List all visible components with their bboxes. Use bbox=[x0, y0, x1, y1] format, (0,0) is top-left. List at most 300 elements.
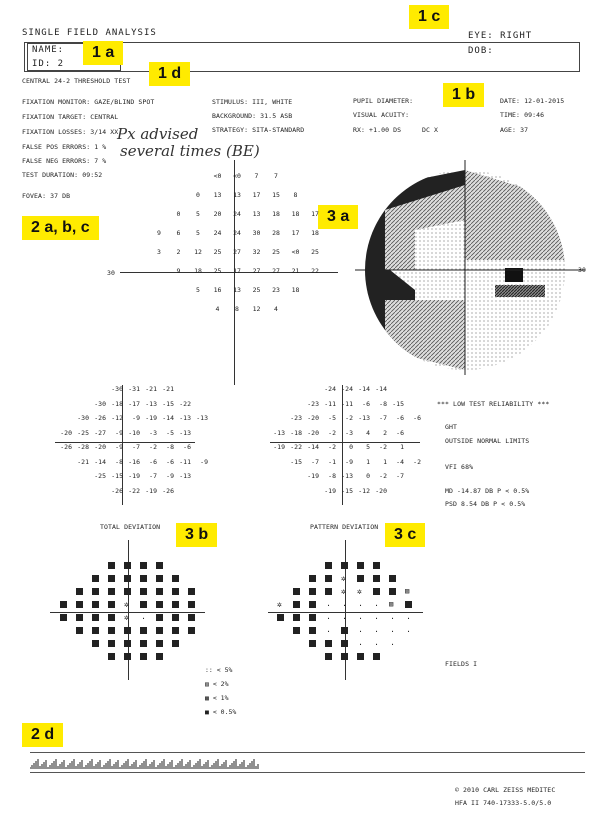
pattern-deviation-value: -6 bbox=[396, 428, 404, 437]
total-probability-symbol bbox=[92, 640, 99, 647]
handwritten-note-line2: several times (BE) bbox=[120, 142, 260, 160]
pattern-deviation-value: -2 bbox=[379, 443, 387, 451]
threshold-value: 4 bbox=[274, 305, 278, 313]
threshold-value: 17 bbox=[311, 210, 319, 218]
pattern-deviation-value: -6 bbox=[362, 399, 370, 408]
pattern-probability-symbol: · bbox=[374, 614, 379, 623]
total-deviation-value: -13 bbox=[145, 399, 157, 408]
md: MD -14.87 DB P < 0.5% bbox=[445, 487, 530, 495]
total-deviation-value: -19 bbox=[145, 414, 157, 422]
total-deviation-value: -26 bbox=[162, 486, 174, 495]
total-probability-symbol bbox=[188, 614, 195, 621]
threshold-value: 18 bbox=[311, 229, 319, 237]
device-model: HFA II 740-17333-5.0/5.0 bbox=[455, 799, 552, 807]
total-probability-symbol bbox=[140, 627, 147, 634]
pattern-deviation-value: -3 bbox=[345, 428, 353, 437]
label-3c: 3 c bbox=[385, 523, 425, 547]
label-3b: 3 b bbox=[176, 523, 217, 547]
reliability-warning: *** LOW TEST RELIABILITY *** bbox=[437, 400, 550, 408]
pattern-probability-symbol bbox=[341, 640, 348, 647]
pattern-deviation-value: -7 bbox=[396, 472, 404, 480]
total-deviation-value: -13 bbox=[196, 414, 208, 422]
total-deviation-value: -15 bbox=[111, 472, 123, 480]
label-1c: 1 c bbox=[409, 5, 449, 29]
pattern-deviation-value: 0 bbox=[366, 472, 370, 480]
total-deviation-caption: TOTAL DEVIATION bbox=[100, 523, 161, 531]
threshold-value: 24 bbox=[233, 229, 241, 237]
threshold-value: 24 bbox=[213, 229, 222, 237]
total-deviation-value: -21 bbox=[145, 385, 157, 393]
fovea: FOVEA: 37 DB bbox=[22, 192, 71, 200]
threshold-value: 16 bbox=[213, 286, 222, 294]
pattern-probability-symbol: · bbox=[326, 627, 331, 636]
total-probability-symbol bbox=[92, 575, 99, 582]
threshold-value: 12 bbox=[252, 305, 261, 313]
total-deviation-value: -7 bbox=[149, 472, 157, 480]
threshold-value: 21 bbox=[291, 267, 300, 275]
total-deviation-value: -8 bbox=[166, 443, 174, 451]
total-probability-symbol bbox=[124, 588, 131, 595]
pattern-deviation-value: -7 bbox=[311, 457, 319, 466]
total-deviation-value: -21 bbox=[77, 457, 89, 466]
total-probability-symbol bbox=[124, 640, 131, 647]
pattern-deviation-value: -5 bbox=[328, 414, 336, 422]
gaze-top-line bbox=[30, 752, 585, 753]
pattern-deviation-value: -20 bbox=[307, 428, 319, 437]
name-label: NAME: bbox=[32, 45, 65, 55]
strategy: STRATEGY: SITA-STANDARD bbox=[212, 126, 305, 134]
copyright: © 2010 CARL ZEISS MEDITEC bbox=[455, 786, 556, 794]
pattern-deviation-value: 4 bbox=[366, 428, 370, 437]
pattern-probability-symbol: · bbox=[358, 601, 363, 610]
pattern-probability-symbol bbox=[325, 640, 332, 647]
total-probability-symbol bbox=[108, 640, 115, 647]
pattern-probability-symbol: · bbox=[358, 640, 363, 649]
pattern-probability-symbol: · bbox=[390, 627, 395, 636]
pattern-probability-symbol bbox=[389, 588, 396, 595]
total-deviation-value: -19 bbox=[128, 472, 140, 480]
total-deviation-value: -12 bbox=[111, 414, 123, 422]
total-probability-symbol bbox=[108, 575, 115, 582]
total-deviation-value: -19 bbox=[145, 486, 157, 495]
total-deviation-value: -5 bbox=[166, 428, 174, 437]
total-deviation-value: -9 bbox=[200, 457, 208, 466]
total-deviation-value: -14 bbox=[94, 457, 106, 466]
test-name: CENTRAL 24-2 THRESHOLD TEST bbox=[22, 77, 131, 85]
threshold-value: 13 bbox=[233, 286, 241, 294]
pattern-probability-symbol bbox=[357, 562, 364, 569]
total-deviation-value: -16 bbox=[128, 457, 140, 466]
pattern-probability-symbol: · bbox=[390, 640, 395, 649]
threshold-value: 25 bbox=[272, 248, 280, 256]
pattern-deviation-value: -20 bbox=[375, 486, 387, 495]
pattern-deviation-value: 1 bbox=[383, 457, 387, 466]
threshold-value: 17 bbox=[291, 229, 300, 237]
label-2abc: 2 a, b, c bbox=[22, 216, 99, 240]
fixation-losses: FIXATION LOSSES: 3/14 XX bbox=[22, 128, 119, 136]
pattern-deviation-value: -7 bbox=[379, 414, 387, 422]
threshold-value: 23 bbox=[272, 286, 280, 294]
total-probability-symbol bbox=[124, 653, 131, 660]
pattern-probability-symbol: · bbox=[406, 627, 411, 636]
pattern-prob-haxis bbox=[268, 612, 423, 613]
pattern-deviation-value: -11 bbox=[324, 399, 336, 408]
total-probability-symbol bbox=[156, 575, 163, 582]
threshold-value: 7 bbox=[274, 172, 278, 180]
threshold-value: 17 bbox=[252, 191, 261, 199]
pattern-probability-symbol bbox=[309, 575, 316, 582]
threshold-value: 22 bbox=[311, 267, 319, 275]
threshold-value: 18 bbox=[291, 210, 300, 218]
pattern-probability-symbol bbox=[309, 614, 316, 621]
pattern-deviation-value: 5 bbox=[366, 443, 370, 451]
pattern-probability-symbol bbox=[309, 640, 316, 647]
total-probability-symbol bbox=[60, 614, 67, 621]
total-deviation-value: -9 bbox=[166, 472, 174, 480]
total-probability-symbol bbox=[188, 588, 195, 595]
pattern-deviation-value: 1 bbox=[400, 443, 404, 451]
pattern-probability-symbol: ✲ bbox=[277, 600, 282, 609]
threshold-value: 25 bbox=[213, 248, 222, 256]
pattern-probability-symbol bbox=[309, 588, 316, 595]
total-deviation-value: -25 bbox=[94, 472, 106, 480]
pattern-probability-symbol bbox=[357, 653, 364, 660]
total-probability-symbol bbox=[156, 601, 163, 608]
axis-label-left: 30 bbox=[107, 269, 116, 277]
total-probability-symbol bbox=[92, 614, 99, 621]
total-probability-symbol bbox=[140, 588, 147, 595]
pattern-deviation-value: -24 bbox=[324, 385, 336, 393]
total-deviation-value: -17 bbox=[128, 399, 140, 408]
threshold-value: 32 bbox=[252, 248, 261, 256]
total-deviation-value: -6 bbox=[149, 457, 157, 466]
total-probability-symbol bbox=[92, 588, 99, 595]
total-probability-symbol bbox=[76, 588, 83, 595]
report-title: SINGLE FIELD ANALYSIS bbox=[22, 28, 157, 38]
pattern-probability-symbol: · bbox=[406, 614, 411, 623]
total-deviation-value: -26 bbox=[111, 486, 123, 495]
pattern-deviation-value: -2 bbox=[328, 443, 336, 451]
label-1a: 1 a bbox=[83, 41, 123, 65]
false-pos: FALSE POS ERRORS: 1 % bbox=[22, 143, 107, 151]
background: BACKGROUND: 31.5 ASB bbox=[212, 112, 293, 120]
pattern-deviation-value: -19 bbox=[307, 472, 319, 480]
psd: PSD 8.54 DB P < 0.5% bbox=[445, 500, 526, 508]
pattern-deviation-value: -8 bbox=[379, 399, 387, 408]
pattern-probability-symbol bbox=[341, 627, 348, 634]
total-deviation-value: -20 bbox=[60, 428, 72, 437]
total-probability-symbol bbox=[172, 614, 179, 621]
total-probability-symbol bbox=[76, 614, 83, 621]
pattern-probability-symbol: · bbox=[358, 614, 363, 623]
pattern-deviation-value: -4 bbox=[396, 457, 404, 466]
pattern-probability-symbol bbox=[325, 575, 332, 582]
pattern-probability-symbol bbox=[293, 614, 300, 621]
pattern-deviation-value: -14 bbox=[375, 385, 387, 393]
threshold-value: 13 bbox=[252, 210, 261, 218]
threshold-value: 25 bbox=[311, 248, 319, 256]
total-probability-symbol bbox=[108, 588, 115, 595]
pattern-deviation-value: -19 bbox=[273, 443, 285, 451]
threshold-value: 25 bbox=[252, 286, 261, 294]
total-deviation-value: -26 bbox=[60, 443, 72, 451]
pattern-deviation-value: -9 bbox=[345, 457, 353, 466]
pattern-probability-symbol: · bbox=[326, 601, 331, 610]
fields-label: FIELDS I bbox=[445, 660, 478, 668]
pattern-deviation-value: -6 bbox=[413, 414, 421, 422]
pattern-probability-symbol bbox=[341, 653, 348, 660]
pattern-probability-symbol: ▨ bbox=[405, 587, 410, 595]
total-probability-symbol bbox=[124, 575, 131, 582]
total-probability-symbol bbox=[140, 601, 147, 608]
threshold-value: 3 bbox=[157, 248, 161, 256]
threshold-value: 18 bbox=[272, 210, 280, 218]
threshold-value: 7 bbox=[254, 172, 259, 180]
eye-label: EYE: RIGHT bbox=[468, 31, 533, 41]
total-deviation-value: -10 bbox=[128, 428, 140, 437]
pattern-deviation-value: -24 bbox=[341, 385, 353, 393]
threshold-value: 0 bbox=[196, 191, 200, 199]
grayscale-map bbox=[355, 160, 590, 375]
pattern-probability-symbol: · bbox=[374, 601, 379, 610]
threshold-value: 2 bbox=[176, 248, 181, 256]
pattern-deviation-value: -13 bbox=[273, 428, 285, 437]
pattern-probability-symbol: · bbox=[374, 627, 379, 636]
pattern-probability-symbol: · bbox=[374, 640, 379, 649]
total-probability-symbol bbox=[124, 562, 131, 569]
test-duration: TEST DURATION: 09:52 bbox=[22, 171, 103, 179]
pattern-deviation-value: 2 bbox=[383, 428, 387, 437]
threshold-value: 4 bbox=[215, 305, 220, 313]
total-deviation-value: -6 bbox=[183, 443, 191, 451]
pattern-deviation-value: -19 bbox=[324, 486, 336, 495]
label-3a: 3 a bbox=[318, 205, 358, 229]
pattern-deviation-value: -2 bbox=[413, 457, 421, 466]
pattern-deviation-value: 1 bbox=[366, 457, 370, 466]
threshold-value: 27 bbox=[252, 267, 261, 275]
total-probability-symbol bbox=[108, 614, 115, 621]
fixation-target: FIXATION TARGET: CENTRAL bbox=[22, 113, 119, 121]
legend-2pct: ▨ < 2% bbox=[205, 680, 229, 688]
total-deviation-value: -13 bbox=[179, 472, 191, 480]
total-deviation-value: -18 bbox=[111, 399, 123, 408]
total-deviation-value: -3 bbox=[149, 428, 157, 437]
pattern-deviation-value: -2 bbox=[379, 472, 387, 480]
pattern-probability-symbol bbox=[277, 614, 284, 621]
total-probability-symbol: · bbox=[141, 614, 146, 623]
pattern-deviation-value: -22 bbox=[290, 443, 302, 451]
axis-label-right: 30 bbox=[578, 266, 587, 274]
threshold-value: <0 bbox=[233, 172, 241, 180]
threshold-value: 9 bbox=[176, 267, 181, 275]
threshold-value: 0 bbox=[176, 210, 181, 218]
threshold-value: 5 bbox=[196, 229, 200, 237]
legend-1pct: ▩ < 1% bbox=[205, 694, 229, 702]
pattern-deviation-value: -12 bbox=[358, 486, 370, 495]
total-probability-symbol bbox=[172, 640, 179, 647]
pattern-probability-symbol bbox=[373, 588, 380, 595]
total-deviation-value: -7 bbox=[132, 443, 140, 451]
pattern-deviation-value: -14 bbox=[358, 385, 370, 393]
pattern-deviation-value: -15 bbox=[392, 399, 404, 408]
ght-label: GHT bbox=[445, 423, 458, 431]
total-deviation-value: -21 bbox=[162, 385, 174, 393]
label-1d: 1 d bbox=[149, 62, 190, 86]
pattern-probability-symbol bbox=[373, 575, 380, 582]
threshold-value: 13 bbox=[233, 191, 241, 199]
total-deviation-value: -2 bbox=[149, 443, 157, 451]
dob-label: DOB: bbox=[468, 46, 494, 56]
total-deviation-value: -25 bbox=[77, 428, 89, 437]
pattern-deviation-caption: PATTERN DEVIATION bbox=[310, 523, 379, 531]
pattern-probability-symbol bbox=[293, 601, 300, 608]
pattern-probability-symbol: ✲ bbox=[341, 587, 346, 596]
total-deviation-value: -30 bbox=[111, 385, 123, 393]
total-deviation-value: -30 bbox=[94, 399, 106, 408]
pattern-probability-symbol bbox=[325, 588, 332, 595]
total-probability-symbol bbox=[188, 627, 195, 634]
total-probability-symbol bbox=[156, 653, 163, 660]
threshold-value: 9 bbox=[157, 229, 161, 237]
pattern-deviation-value: -2 bbox=[345, 414, 353, 422]
pattern-deviation-value: -1 bbox=[328, 457, 336, 466]
pattern-deviation-value: -23 bbox=[307, 399, 319, 408]
rx-cyl: DC X bbox=[422, 126, 439, 134]
total-probability-symbol bbox=[60, 601, 67, 608]
threshold-value: 18 bbox=[291, 286, 300, 294]
pattern-probability-symbol bbox=[405, 601, 412, 608]
pattern-probability-symbol bbox=[293, 588, 300, 595]
threshold-value: 5 bbox=[196, 286, 200, 294]
total-probability-symbol bbox=[76, 627, 83, 634]
pattern-probability-symbol bbox=[357, 575, 364, 582]
total-probability-symbol bbox=[76, 601, 83, 608]
total-deviation-value: -28 bbox=[77, 443, 89, 451]
total-probability-symbol bbox=[156, 640, 163, 647]
pattern-probability-symbol: · bbox=[390, 614, 395, 623]
total-probability-symbol bbox=[108, 601, 115, 608]
pattern-probability-symbol bbox=[325, 562, 332, 569]
pattern-probability-symbol: · bbox=[342, 601, 347, 610]
pupil-diameter: PUPIL DIAMETER: bbox=[353, 97, 414, 105]
pattern-probability-symbol: ▨ bbox=[389, 600, 394, 608]
pattern-probability-symbol bbox=[373, 653, 380, 660]
total-deviation-value: -27 bbox=[94, 428, 106, 437]
age: AGE: 37 bbox=[500, 126, 529, 134]
pattern-probability-symbol: · bbox=[358, 627, 363, 636]
total-deviation-value: -26 bbox=[94, 414, 106, 422]
total-deviation-value: -20 bbox=[94, 443, 106, 451]
pattern-probability-symbol bbox=[341, 562, 348, 569]
pattern-deviation-value: -11 bbox=[341, 399, 353, 408]
id-label: ID: 2 bbox=[32, 59, 65, 69]
false-neg: FALSE NEG ERRORS: 7 % bbox=[22, 157, 107, 165]
pattern-probability-symbol bbox=[325, 653, 332, 660]
pattern-probability-symbol bbox=[373, 562, 380, 569]
pattern-deviation-value: -14 bbox=[307, 443, 319, 451]
handwritten-note-line1: Px advised bbox=[117, 125, 199, 143]
rx: RX: +1.00 DS bbox=[353, 126, 402, 134]
label-1b: 1 b bbox=[443, 83, 484, 107]
total-probability-symbol bbox=[140, 575, 147, 582]
total-probability-symbol bbox=[92, 627, 99, 634]
total-probability-symbol: ✲ bbox=[124, 600, 129, 609]
total-probability-symbol bbox=[140, 562, 147, 569]
threshold-value: 28 bbox=[272, 229, 280, 237]
total-probability-symbol bbox=[172, 588, 179, 595]
total-deviation-value: -14 bbox=[162, 414, 174, 422]
threshold-value: 25 bbox=[213, 267, 222, 275]
total-deviation-value: -9 bbox=[132, 414, 140, 422]
total-probability-symbol bbox=[108, 653, 115, 660]
pattern-deviation-value: -8 bbox=[328, 472, 336, 480]
threshold-value: 8 bbox=[235, 305, 239, 313]
total-deviation-value: -30 bbox=[77, 414, 89, 422]
pattern-deviation-value: -13 bbox=[358, 414, 370, 422]
ght-value: OUTSIDE NORMAL LIMITS bbox=[445, 437, 530, 445]
threshold-value: 13 bbox=[213, 191, 222, 199]
total-deviation-value: -13 bbox=[179, 428, 191, 437]
total-deviation-value: -8 bbox=[115, 457, 123, 466]
total-probability-symbol: ✲ bbox=[124, 613, 129, 622]
total-deviation-value: -13 bbox=[179, 414, 191, 422]
total-deviation-value: -11 bbox=[179, 457, 191, 466]
total-probability-symbol bbox=[156, 588, 163, 595]
visual-acuity: VISUAL ACUITY: bbox=[353, 111, 410, 119]
total-deviation-value: -9 bbox=[115, 428, 123, 437]
total-deviation-value: -31 bbox=[128, 385, 140, 393]
total-probability-symbol bbox=[156, 614, 163, 621]
pattern-deviation-value: -6 bbox=[396, 414, 404, 422]
total-probability-symbol bbox=[172, 627, 179, 634]
threshold-value: 17 bbox=[233, 267, 241, 275]
threshold-value: <0 bbox=[291, 248, 300, 256]
pattern-probability-symbol bbox=[293, 627, 300, 634]
pattern-deviation-value: -15 bbox=[290, 457, 302, 466]
total-probability-symbol bbox=[188, 601, 195, 608]
pattern-probability-symbol: ✲ bbox=[357, 587, 362, 596]
total-probability-symbol bbox=[108, 562, 115, 569]
total-deviation-value: -6 bbox=[166, 457, 174, 466]
pattern-probability-symbol bbox=[389, 575, 396, 582]
legend-5pct: :: < 5% bbox=[205, 666, 233, 674]
threshold-value: 8 bbox=[293, 191, 298, 199]
threshold-value: 27 bbox=[272, 267, 280, 275]
pattern-deviation-value: -23 bbox=[290, 414, 302, 422]
gaze-bottom-line bbox=[30, 772, 585, 773]
total-deviation-value: -15 bbox=[162, 399, 174, 408]
threshold-value: 30 bbox=[252, 229, 261, 237]
pattern-deviation-value: -13 bbox=[341, 472, 353, 480]
pattern-probability-symbol: · bbox=[342, 614, 347, 623]
pattern-probability-symbol: ✲ bbox=[341, 574, 346, 583]
total-probability-symbol bbox=[92, 601, 99, 608]
pattern-deviation-value: -2 bbox=[328, 428, 336, 437]
date: DATE: 12-01-2015 bbox=[500, 97, 565, 105]
time: TIME: 09:46 bbox=[500, 111, 545, 119]
total-deviation-value: -22 bbox=[179, 399, 191, 408]
gaze-tracking-trace bbox=[30, 757, 270, 771]
total-probability-symbol bbox=[156, 562, 163, 569]
total-probability-symbol bbox=[140, 640, 147, 647]
threshold-value: <0 bbox=[213, 172, 222, 180]
pattern-probability-symbol bbox=[309, 601, 316, 608]
label-2d: 2 d bbox=[22, 723, 63, 747]
total-deviation-value: -22 bbox=[128, 486, 140, 495]
total-probability-symbol bbox=[172, 575, 179, 582]
pattern-deviation-value: -20 bbox=[307, 414, 319, 422]
legend-05pct: ■ < 0.5% bbox=[205, 708, 237, 716]
